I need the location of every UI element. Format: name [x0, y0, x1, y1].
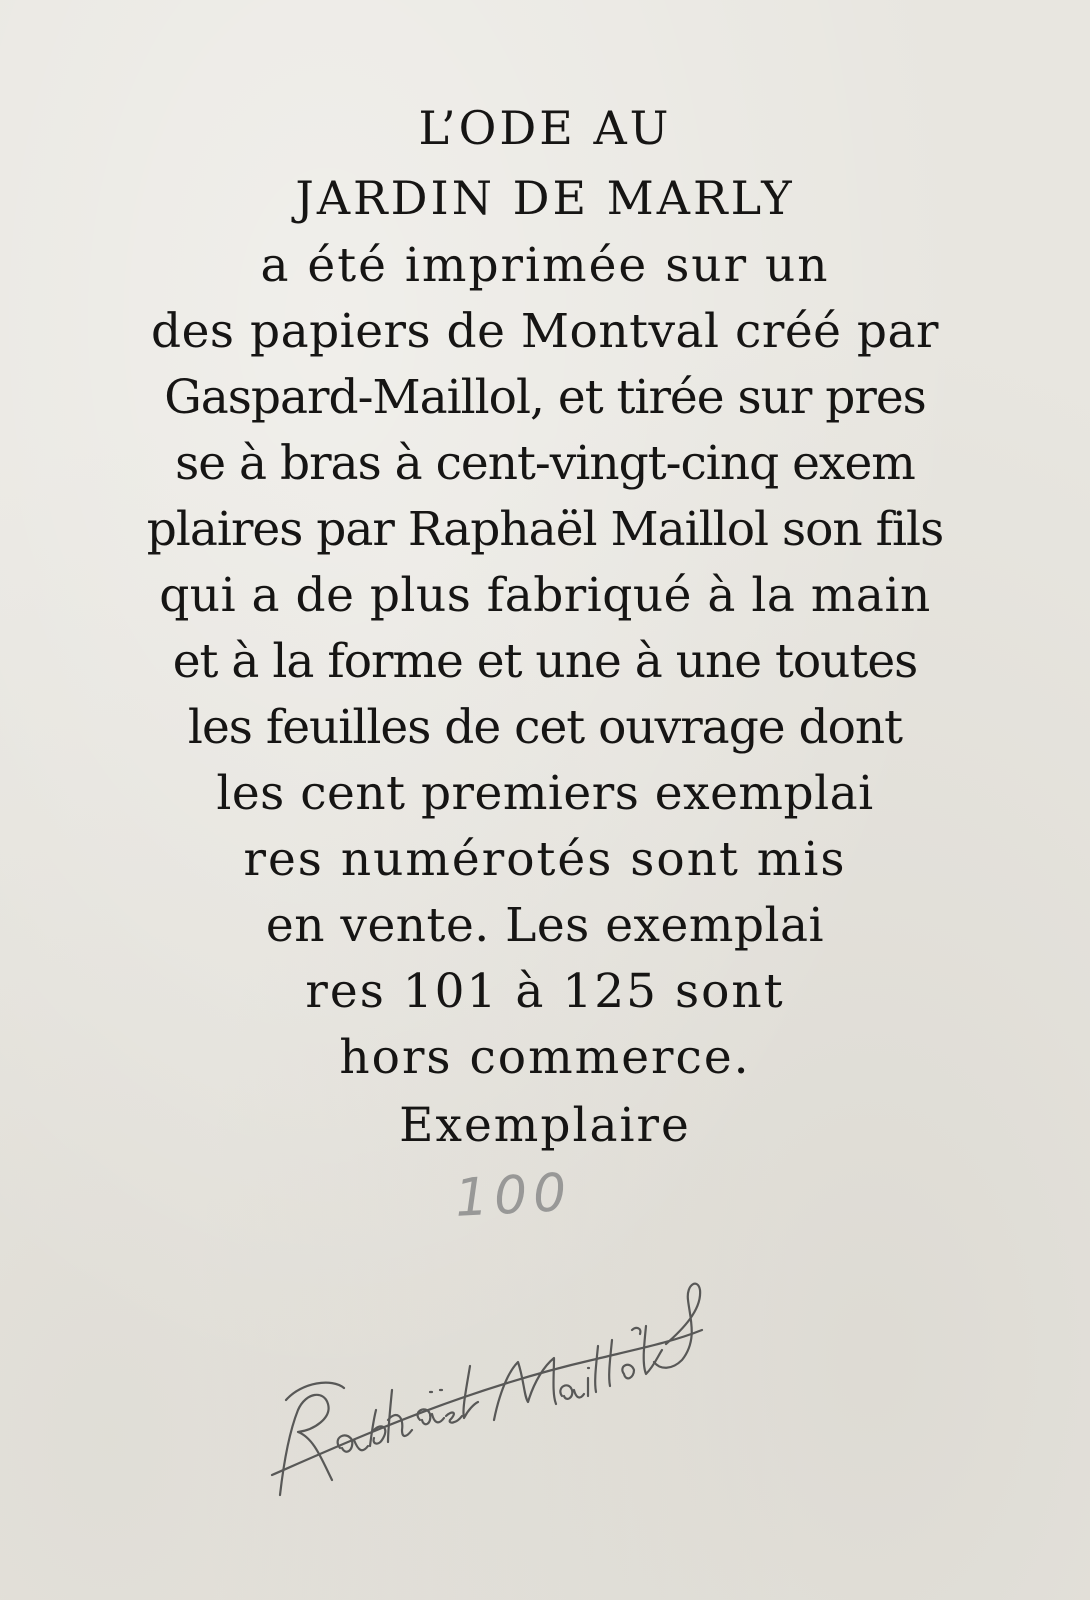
signature	[262, 1270, 722, 1520]
colophon-text	[0, 93, 1090, 1159]
title-line-1: L’ODE AU	[418, 101, 672, 155]
text-line: se à bras à cent-vingt-cinq exem	[175, 436, 915, 491]
signature-drawing	[262, 1270, 722, 1520]
text-line: et à la forme et une à une toutes	[172, 634, 918, 689]
text-line: les feuilles de cet ouvrage dont	[187, 700, 903, 755]
text-line: a été imprimée sur un	[260, 238, 830, 293]
title-line-2: JARDIN DE MARLY	[295, 171, 795, 225]
text-line: res numérotés sont mis	[243, 832, 847, 887]
text-line: Gaspard-Maillol, et tirée sur pres	[164, 370, 926, 425]
text-line: les cent premiers exemplai	[216, 766, 874, 821]
text-line: plaires par Raphaël Maillol son fils	[146, 502, 944, 557]
text-line: des papiers de Montval créé par	[151, 304, 939, 359]
exemplaire-label: Exemplaire	[399, 1098, 691, 1153]
copy-number: 100	[453, 1162, 574, 1229]
text-line: res 101 à 125 sont	[305, 964, 785, 1019]
text-line: hors commerce.	[339, 1030, 751, 1085]
text-line: qui a de plus fabriqué à la main	[159, 568, 931, 623]
text-line: en vente. Les exemplai	[265, 898, 825, 953]
